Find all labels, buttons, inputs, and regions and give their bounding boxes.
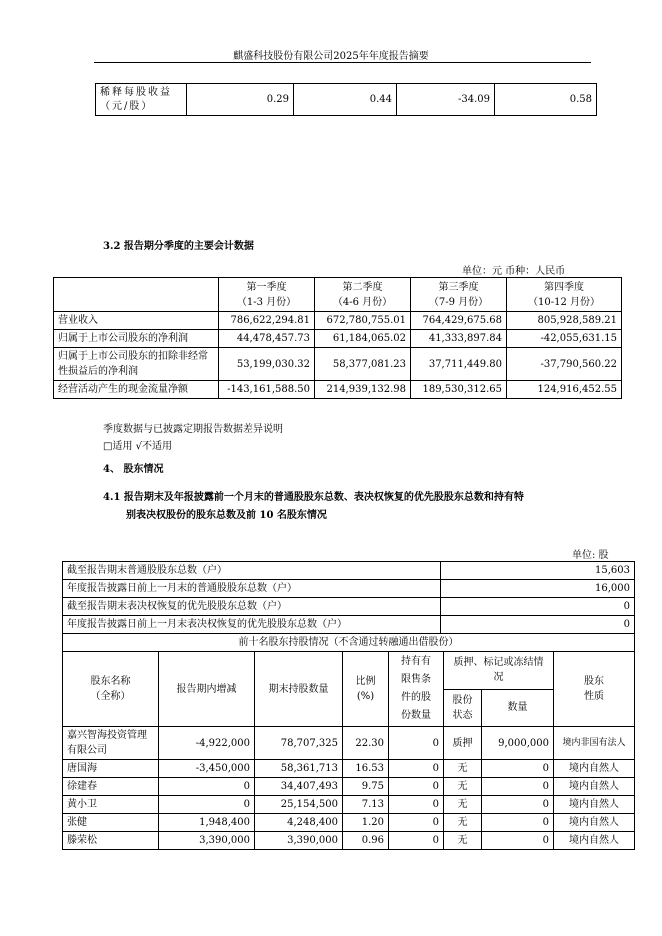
eps-label-line1: 稀释每股收益 xyxy=(100,86,172,98)
summary-value: 15,603 xyxy=(441,562,635,580)
summary-label: 截至报告期末表决权恢复的优先股股东总数（户） xyxy=(63,598,441,616)
col-header-restricted-l4: 份数量 xyxy=(401,710,431,721)
holder-ratio: 22.30 xyxy=(343,727,389,760)
section-4-1-title-line1: 4.1 报告期末及年报披露前一个月末的普通股股东总数、表决权恢复的优先股股东总数和持有特 xyxy=(103,492,524,503)
col-header-ratio-l2: (%) xyxy=(356,691,375,702)
holder-status: 无 xyxy=(444,796,482,814)
col-header-restricted-l2: 限售条 xyxy=(401,674,431,685)
q1-title: 第一季度 xyxy=(246,281,287,293)
holder-ratio: 16.53 xyxy=(343,760,389,778)
holder-name: 徐建春 xyxy=(63,778,159,796)
eps-value-q1: 0.29 xyxy=(187,84,294,116)
col-header-status-l2: 状态 xyxy=(452,709,473,721)
eps-table xyxy=(95,83,597,116)
holder-nature: 境内自然人 xyxy=(554,760,635,778)
q3-title: 第三季度 xyxy=(438,281,479,293)
col-header-status xyxy=(444,689,482,727)
cell-value: 805,928,589.21 xyxy=(507,312,622,330)
shareholder-summary-table xyxy=(62,561,635,634)
holder-change: -4,922,000 xyxy=(159,727,255,760)
cell-value: 214,939,132.98 xyxy=(315,381,411,399)
cell-value: 124,916,452.55 xyxy=(507,381,622,399)
col-header-nature xyxy=(554,652,635,727)
quarterly-header-blank xyxy=(54,278,219,312)
holder-status: 无 xyxy=(444,760,482,778)
q4-months: （10-12 月份） xyxy=(527,296,600,308)
quarterly-header-q1 xyxy=(219,278,315,312)
holder-ratio: 9.75 xyxy=(343,778,389,796)
holder-name: 张健 xyxy=(63,814,159,832)
section-3-2-title: 3.2 报告期分季度的主要会计数据 xyxy=(103,241,254,252)
holder-change: 3,390,000 xyxy=(159,832,255,850)
top10-title: 前十名股东持股情况（不含通过转融通出借股份） xyxy=(63,634,635,652)
holder-held: 34,407,493 xyxy=(255,778,343,796)
table-row xyxy=(63,796,635,814)
q2-title: 第二季度 xyxy=(342,281,383,293)
holder-nature: 境内非国有法人 xyxy=(554,727,635,760)
header-rule xyxy=(94,62,591,63)
holder-status: 质押 xyxy=(444,727,482,760)
holder-name: 滕荣松 xyxy=(63,832,159,850)
holder-change: -3,450,000 xyxy=(159,760,255,778)
holder-restricted: 0 xyxy=(389,832,444,850)
cell-value: 764,429,675.68 xyxy=(411,312,507,330)
row-label: 归属于上市公司股东的扣除非经常性损益后的净利润 xyxy=(54,348,219,381)
holder-nature: 境内自然人 xyxy=(554,832,635,850)
q2-months: （4-6 月份） xyxy=(332,296,393,308)
col-header-name xyxy=(63,652,159,727)
holder-restricted: 0 xyxy=(389,760,444,778)
holder-restricted: 0 xyxy=(389,727,444,760)
holder-restricted: 0 xyxy=(389,778,444,796)
quarterly-note: 季度数据与已披露定期报告数据差异说明 xyxy=(103,424,283,435)
q3-months: （7-9 月份） xyxy=(428,296,489,308)
col-header-restricted-l3: 件的股 xyxy=(401,692,431,703)
holder-held: 58,361,713 xyxy=(255,760,343,778)
col-header-status-l1: 股份 xyxy=(452,694,473,706)
cell-value: -42,055,631.15 xyxy=(507,330,622,348)
applicable-options: □适用 √不适用 xyxy=(103,441,172,452)
cell-value: 53,199,030.32 xyxy=(219,348,315,381)
eps-label xyxy=(96,84,187,116)
holder-status: 无 xyxy=(444,778,482,796)
holder-held: 78,707,325 xyxy=(255,727,343,760)
cell-value: 37,711,449.80 xyxy=(411,348,507,381)
section-3-2-unit: 单位：元 币种：人民币 xyxy=(462,266,566,277)
cell-value: 672,780,755.01 xyxy=(315,312,411,330)
holder-nature: 境内自然人 xyxy=(554,814,635,832)
cell-value: 41,333,897.84 xyxy=(411,330,507,348)
holder-held: 25,154,500 xyxy=(255,796,343,814)
col-header-restricted-l1: 持有有 xyxy=(401,656,431,667)
table-row xyxy=(63,760,635,778)
holder-qty: 0 xyxy=(482,814,554,832)
cell-value: 44,478,457.73 xyxy=(219,330,315,348)
summary-label: 截至报告期末普通股股东总数（户） xyxy=(63,562,441,580)
eps-value-q3: -34.09 xyxy=(397,84,495,116)
summary-value: 16,000 xyxy=(441,580,635,598)
row-label: 营业收入 xyxy=(54,312,219,330)
q1-months: （1-3 月份） xyxy=(236,296,297,308)
col-header-name-l2: （全称） xyxy=(90,691,131,702)
holder-status: 无 xyxy=(444,832,482,850)
col-header-qty: 数量 xyxy=(482,689,554,727)
holder-qty: 9,000,000 xyxy=(482,727,554,760)
quarterly-header-q4 xyxy=(507,278,622,312)
summary-value: 0 xyxy=(441,616,635,634)
col-header-nature-l2: 性质 xyxy=(584,691,604,702)
q4-title: 第四季度 xyxy=(544,281,584,293)
holder-held: 4,248,400 xyxy=(255,814,343,832)
summary-label: 年度报告披露日前上一月末表决权恢复的优先股股东总数（户） xyxy=(63,616,441,634)
row-label: 经营活动产生的现金流量净额 xyxy=(54,381,219,399)
cell-value: -143,161,588.50 xyxy=(219,381,315,399)
holder-change: 0 xyxy=(159,778,255,796)
holder-restricted: 0 xyxy=(389,814,444,832)
holder-qty: 0 xyxy=(482,760,554,778)
holder-name: 唐国海 xyxy=(63,760,159,778)
col-header-ratio xyxy=(343,652,389,727)
col-header-pledge-l1: 质押、标记或冻结情 xyxy=(453,657,544,669)
col-header-restricted xyxy=(389,652,444,727)
col-header-held: 期末持股数量 xyxy=(255,652,343,727)
table-row xyxy=(63,727,635,760)
col-header-name-l1: 股东名称 xyxy=(90,676,131,687)
section-4-1-title-line2: 别表决权股份的股东总数及前 10 名股东情况 xyxy=(126,510,327,521)
holder-held: 3,390,000 xyxy=(255,832,343,850)
quarterly-header-q3 xyxy=(411,278,507,312)
holder-change: 0 xyxy=(159,796,255,814)
holder-nature: 境内自然人 xyxy=(554,778,635,796)
col-header-pledge xyxy=(444,652,554,690)
col-header-nature-l1: 股东 xyxy=(584,676,604,687)
cell-value: 786,622,294.81 xyxy=(219,312,315,330)
holder-restricted: 0 xyxy=(389,796,444,814)
quarterly-header-q2 xyxy=(315,278,411,312)
holder-ratio: 7.13 xyxy=(343,796,389,814)
holder-ratio: 0.96 xyxy=(343,832,389,850)
table-row xyxy=(63,778,635,796)
col-header-pledge-l2: 况 xyxy=(493,672,504,684)
section-4-title: 4、 股东情况 xyxy=(103,464,164,475)
table-row xyxy=(63,832,635,850)
holder-ratio: 1.20 xyxy=(343,814,389,832)
holder-qty: 0 xyxy=(482,796,554,814)
quarterly-table xyxy=(53,277,622,399)
col-header-ratio-l1: 比例 xyxy=(355,676,376,687)
cell-value: 61,184,065.02 xyxy=(315,330,411,348)
cell-value: -37,790,560.22 xyxy=(507,348,622,381)
table-row xyxy=(63,814,635,832)
holder-nature: 境内自然人 xyxy=(554,796,635,814)
holder-change: 1,948,400 xyxy=(159,814,255,832)
holder-qty: 0 xyxy=(482,832,554,850)
eps-value-q2: 0.44 xyxy=(294,84,397,116)
top10-holders-table xyxy=(62,633,635,850)
eps-value-q4: 0.58 xyxy=(495,84,597,116)
holder-qty: 0 xyxy=(482,778,554,796)
eps-label-line2: （元/股） xyxy=(100,100,154,112)
page-header: 麒盛科技股份有限公司2025年年度报告摘要 xyxy=(233,51,429,62)
summary-label: 年度报告披露日前上一月末的普通股股东总数（户） xyxy=(63,580,441,598)
col-header-change: 报告期内增减 xyxy=(159,652,255,727)
cell-value: 58,377,081.23 xyxy=(315,348,411,381)
summary-value: 0 xyxy=(441,598,635,616)
cell-value: 189,530,312.65 xyxy=(411,381,507,399)
section-4-1-unit: 单位: 股 xyxy=(572,550,609,561)
holder-name: 黄小卫 xyxy=(63,796,159,814)
holder-status: 无 xyxy=(444,814,482,832)
holder-name: 嘉兴智海投资管理有限公司 xyxy=(63,727,159,760)
row-label: 归属于上市公司股东的净利润 xyxy=(54,330,219,348)
